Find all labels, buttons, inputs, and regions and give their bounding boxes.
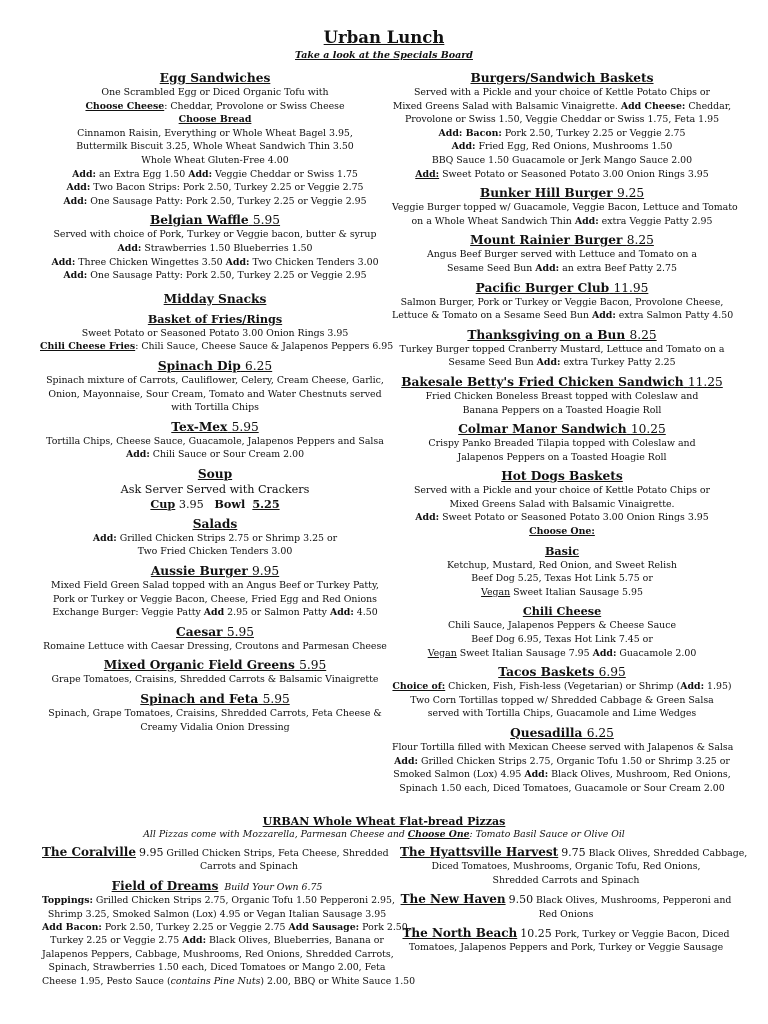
item-text: Banana Peppers on a Toasted Hoagie Roll (462, 404, 662, 416)
pizzas-left-column (42, 845, 416, 994)
add-on-text: Add: Sweet Potato or Seasoned Potato 3.00 Onion Rings 3.95 (415, 168, 709, 180)
item-text: Beef Dog 5.25, Texas Hot Link 5.75 or (471, 573, 653, 585)
item-text: Ketchup, Mustard, Red Onion, and Sweet Relish (447, 559, 677, 571)
item-title: Belgian Waffle 5.95 (149, 213, 281, 228)
section-title: Soup (197, 466, 233, 481)
item-title: Mount Rainier Burger 8.25 (470, 233, 654, 248)
add-on-text: Add: Strawberries 1.50 Blueberries 1.50 (117, 242, 313, 254)
item-title: Thanksgiving on a Bun 8.25 (467, 327, 657, 342)
basic-dog-section (392, 543, 732, 600)
caesar-section (40, 624, 390, 654)
choose-bread-label: Choose Bread (178, 114, 252, 126)
item-text: Spinach, Grape Tomatoes, Craisins, Shredded Carrots, Feta Cheese & (48, 708, 382, 720)
item-text: Chili Sauce, Jalapenos Peppers & Cheese Sauce (447, 620, 677, 632)
add-on-text: Add: Chili Sauce or Sour Cream 2.00 (125, 449, 305, 461)
item-text: Spinach mixture of Carrots, Cauliflower, Celery, Cream Cheese, Garlic, (46, 374, 384, 386)
pizzas-title: URBAN Whole Wheat Flat-bread Pizzas (262, 815, 506, 828)
midday-snacks-title: Midday Snacks (163, 291, 267, 306)
item-text: served with Tortilla Chips, Guacamole and Lime Wedges (427, 708, 697, 720)
item-text: Creamy Vidalia Onion Dressing (140, 721, 290, 733)
choose-one-label: Choose One: (529, 526, 595, 538)
item-text: Veggie Burger topped w/ Guacamole, Veggie Bacon, Lettuce and Tomato (392, 202, 738, 214)
belgian-waffle-section (40, 212, 390, 282)
item-title: The North Beach 10.25 Pork, Turkey or Veggie Bacon, Diced (402, 926, 730, 941)
item-text: Shrimp 3.25, Smoked Salmon (Lox) 4.95 or Vegan Italian Sausage 3.95 (47, 908, 387, 920)
item-text: Fried Chicken Boneless Breast topped with Coleslaw and (425, 390, 699, 402)
item-text: Smoked Salmon (Lox) 4.95 Add: Black Olives, Mushroom, Red Onions, (393, 769, 731, 781)
item-text: Jalapenos Peppers, Cabbage, Mushrooms, Red Onions, Shredded Carrots, (42, 948, 394, 960)
item-title: Field of Dreams Build Your Own 6.75 (111, 878, 323, 893)
aussie-burger-section (40, 563, 390, 620)
item-text: Choice of: Chicken, Fish, Fish-less (Vegetarian) or Shrimp (Add: 1.95) (392, 681, 732, 693)
item-title: Spinach and Feta 5.95 (140, 692, 290, 707)
fries-section (40, 311, 394, 354)
item-text: Jalapenos Peppers on a Toasted Hoagie Roll (457, 451, 667, 463)
item-text: Turkey Burger topped Cranberry Mustard, Lettuce and Tomato on a (399, 343, 725, 355)
section-title: Salads (192, 516, 238, 531)
item-text: BBQ Sauce 1.50 Guacamole or Jerk Mango Sauce 2.00 (431, 154, 693, 166)
add-on-text: Add: Grilled Chicken Strips 2.75, Organic Tofu 1.50 or Shrimp 3.25 or (394, 755, 730, 767)
item-title: The Hyattsville Harvest 9.75 Black Olives, Shredded Cabbage, (400, 845, 748, 859)
item-title: Mixed Organic Field Greens 5.95 (103, 658, 327, 673)
add-on-text: Add Bacon: Pork 2.50, Turkey 2.25 or Veggie 2.75 Add Sausage: Pork 2.50, (42, 922, 411, 934)
tacos-section (392, 664, 732, 721)
burgers-section (392, 70, 732, 181)
mount-rainier-section (392, 232, 732, 275)
item-text: Crispy Panko Breaded Tilapia topped with Coleslaw and (428, 438, 696, 450)
add-on-text: Add: Two Bacon Strips: Pork 2.50, Turkey 2.25 or Veggie 2.75 (66, 182, 364, 194)
item-title: Tacos Baskets 6.95 (498, 665, 626, 680)
right-column (392, 66, 738, 795)
add-on-text: Add: Bacon: Pork 2.50, Turkey 2.25 or Veggie 2.75 (438, 127, 686, 139)
item-text: Sesame Seed Bun Add: an extra Beef Patty 2.75 (447, 262, 677, 274)
item-text: Shredded Carrots and Spinach (492, 874, 640, 886)
pizzas-note: All Pizzas come with Mozzarella, Parmesan Cheese and Choose One: Tomato Basil Sauce or Olive Oil (143, 829, 625, 840)
chili-cheese-section (392, 603, 732, 660)
colmar-section (392, 421, 732, 464)
hyattsville-pizza (400, 845, 748, 887)
add-on-text: Add: One Sausage Patty: Pork 2.50, Turkey 2.25 or Veggie 2.95 (63, 195, 367, 207)
new-haven-pizza (400, 893, 732, 921)
item-text: Vegan Sweet Italian Sausage 5.95 (481, 586, 643, 598)
item-text: Tortilla Chips, Cheese Sauce, Guacamole, Jalapenos Peppers and Salsa (46, 435, 384, 447)
soup-sizes: Cup 3.95 Bowl 5.25 (150, 496, 280, 511)
item-text: Ask Server Served with Crackers (120, 482, 310, 496)
item-text: Served with a Pickle and your choice of Kettle Potato Chips or (413, 485, 711, 497)
item-title: The New Haven 9.50 Black Olives, Mushrooms, Pepperoni and (400, 892, 732, 907)
item-text: Diced Tomatoes, Mushrooms, Organic Tofu, Red Onions, (431, 861, 701, 873)
item-title: Chili Cheese (522, 604, 602, 619)
section-title: Burgers/Sandwich Baskets (470, 71, 654, 85)
menu-title: Urban Lunch (323, 28, 445, 47)
item-text: Salmon Burger, Pork or Turkey or Veggie Bacon, Provolone Cheese, (400, 296, 724, 308)
item-title: Basic (544, 543, 580, 558)
item-text: Served with a Pickle and your choice of Kettle Potato Chips or (413, 87, 711, 98)
item-text: Flour Tortilla filled with Mexican Cheese served with Jalapenos & Salsa (392, 742, 734, 753)
add-on-text: Add: Three Chicken Wingettes 3.50 Add: Two Chicken Tenders 3.00 (51, 256, 379, 268)
item-title: Pacific Burger Club 11.95 (475, 280, 649, 295)
item-title: Basket of Fries/Rings (147, 311, 283, 326)
item-title: Bunker Hill Burger 9.25 (479, 186, 645, 201)
item-title: Bakesale Betty's Fried Chicken Sandwich 11.25 (401, 374, 723, 389)
item-text: Sweet Potato or Seasoned Potato 3.00 Onion Rings 3.95 (81, 327, 349, 339)
tex-mex-section (40, 419, 390, 462)
add-on-text: Add: an Extra Egg 1.50 Add: Veggie Cheddar or Swiss 1.75 (72, 168, 358, 180)
north-beach-pizza (400, 927, 732, 955)
section-title: Egg Sandwiches (159, 71, 271, 85)
item-text: Tomatoes, Jalapenos Peppers and Pork, Turkey or Veggie Sausage (408, 942, 724, 954)
thanksgiving-section (392, 327, 732, 370)
item-text: Buttermilk Biscuit 3.25, Whole Wheat Sandwich Thin 3.50 (76, 141, 354, 153)
bakesale-section (392, 374, 732, 417)
item-title: Quesadilla 6.25 (510, 726, 614, 740)
bunker-hill-section (392, 185, 738, 228)
item-text: Choose Cheese: Cheddar, Provolone or Swiss Cheese (85, 100, 345, 112)
item-text: Cinnamon Raisin, Everything or Whole Wheat Bagel 3.95, (77, 127, 353, 139)
item-text: Whole Wheat Gluten-Free 4.00 (141, 154, 289, 166)
add-on-text: Add: One Sausage Patty: Pork 2.50, Turkey 2.25 or Veggie 2.95 (63, 270, 367, 282)
item-title: Spinach Dip 6.25 (157, 358, 273, 373)
item-text: Romaine Lettuce with Caesar Dressing, Croutons and Parmesan Cheese (43, 640, 387, 652)
item-title: The Coralville 9.95 Grilled Chicken Strips, Feta Cheese, Shredded (42, 845, 389, 859)
hot-dogs-section (392, 468, 732, 538)
salads-section (40, 516, 390, 559)
field-of-dreams-pizza (42, 878, 416, 988)
item-text: Lettuce & Tomato on a Sesame Seed Bun Add: extra Salmon Patty 4.50 (392, 310, 734, 322)
pizzas-right-column (400, 845, 748, 961)
add-on-text: Add: Fried Egg, Red Onions, Mushrooms 1.50 (451, 141, 673, 153)
item-text: Beef Dog 6.95, Texas Hot Link 7.45 or (471, 634, 653, 646)
spinach-feta-section (40, 691, 390, 734)
item-title: Caesar 5.95 (176, 624, 254, 639)
section-title: Hot Dogs Baskets (501, 469, 623, 484)
egg-sandwiches-section (40, 70, 390, 208)
item-text: Served with choice of Pork, Turkey or Veggie bacon, butter & syrup (53, 229, 377, 241)
item-text: on a Whole Wheat Sandwich Thin Add: extra Veggie Patty 2.95 (411, 215, 713, 227)
item-text: Two Fried Chicken Tenders 3.00 (137, 546, 293, 558)
item-text: Spinach, Strawberries 1.50 each, Diced Tomatoes or Mango 2.00, Feta (48, 962, 386, 974)
item-text: Red Onions (538, 908, 594, 920)
item-text: Mixed Greens Salad with Balsamic Vinaigrette. Add Cheese: Cheddar, (392, 100, 732, 112)
menu-subtitle: Take a look at the Specials Board (295, 50, 473, 61)
item-text: Spinach 1.50 each, Diced Tomatoes, Guacamole or Sour Cream 2.00 (399, 782, 725, 794)
add-on-text: Add: Grilled Chicken Strips 2.75 or Shrimp 3.25 or (92, 532, 338, 544)
soup-section (40, 466, 390, 512)
item-text: with Tortilla Chips (171, 402, 259, 414)
item-text: Chili Cheese Fries: Chili Sauce, Cheese Sauce & Jalapenos Peppers 6.95 (40, 341, 394, 353)
coralville-pizza (42, 846, 392, 874)
item-title: Tex-Mex 5.95 (171, 419, 259, 434)
quesadilla-section (392, 725, 732, 795)
item-text: Pork or Turkey or Veggie Bacon, Cheese, Fried Egg and Red Onions (53, 593, 377, 605)
item-text: Onion, Mayonnaise, Sour Cream, Tomato and Water Chestnuts served (48, 388, 382, 400)
item-text: Vegan Sweet Italian Sausage 7.95 Add: Guacamole 2.00 (427, 647, 697, 659)
item-text: Sesame Seed Bun Add: extra Turkey Patty 2.25 (448, 357, 676, 369)
item-text: Angus Beef Burger served with Lettuce and Tomato on a (427, 249, 697, 261)
item-text: Grape Tomatoes, Craisins, Shredded Carrots & Balsamic Vinaigrette (51, 674, 379, 686)
left-column (40, 66, 394, 734)
item-text: Two Corn Tortillas topped w/ Shredded Cabbage & Green Salsa (410, 694, 714, 706)
add-on-text: Turkey 2.25 or Veggie 2.75 Add: Black Olives, Blueberries, Banana or (50, 935, 384, 947)
item-text: Exchange Burger: Veggie Patty Add 2.95 or Salmon Patty Add: 4.50 (52, 607, 378, 619)
item-text: Mixed Greens Salad with Balsamic Vinaigrette. (449, 498, 675, 510)
item-title: Colmar Manor Sandwich 10.25 (458, 422, 666, 437)
item-title: Aussie Burger 9.95 (150, 564, 280, 579)
item-text: Cheese 1.95, Pesto Sauce (contains Pine Nuts) 2.00, BBQ or White Sauce 1.50 (42, 975, 416, 987)
mixed-greens-section (40, 657, 390, 687)
item-text: Toppings: Grilled Chicken Strips 2.75, Organic Tofu 1.50 Pepperoni 2.95, (42, 895, 395, 907)
item-text: Carrots and Spinach (200, 861, 298, 873)
add-on-text: Add: Sweet Potato or Seasoned Potato 3.00 Onion Rings 3.95 (415, 512, 709, 524)
item-text: Mixed Field Green Salad topped with an Angus Beef or Turkey Patty, (51, 580, 379, 592)
pacific-club-section (392, 280, 732, 323)
spinach-dip-section (40, 358, 390, 415)
item-text: One Scrambled Egg or Diced Organic Tofu with (101, 87, 329, 98)
item-text: Provolone or Swiss 1.50, Veggie Cheddar or Swiss 1.75, Feta 1.95 (404, 114, 720, 126)
